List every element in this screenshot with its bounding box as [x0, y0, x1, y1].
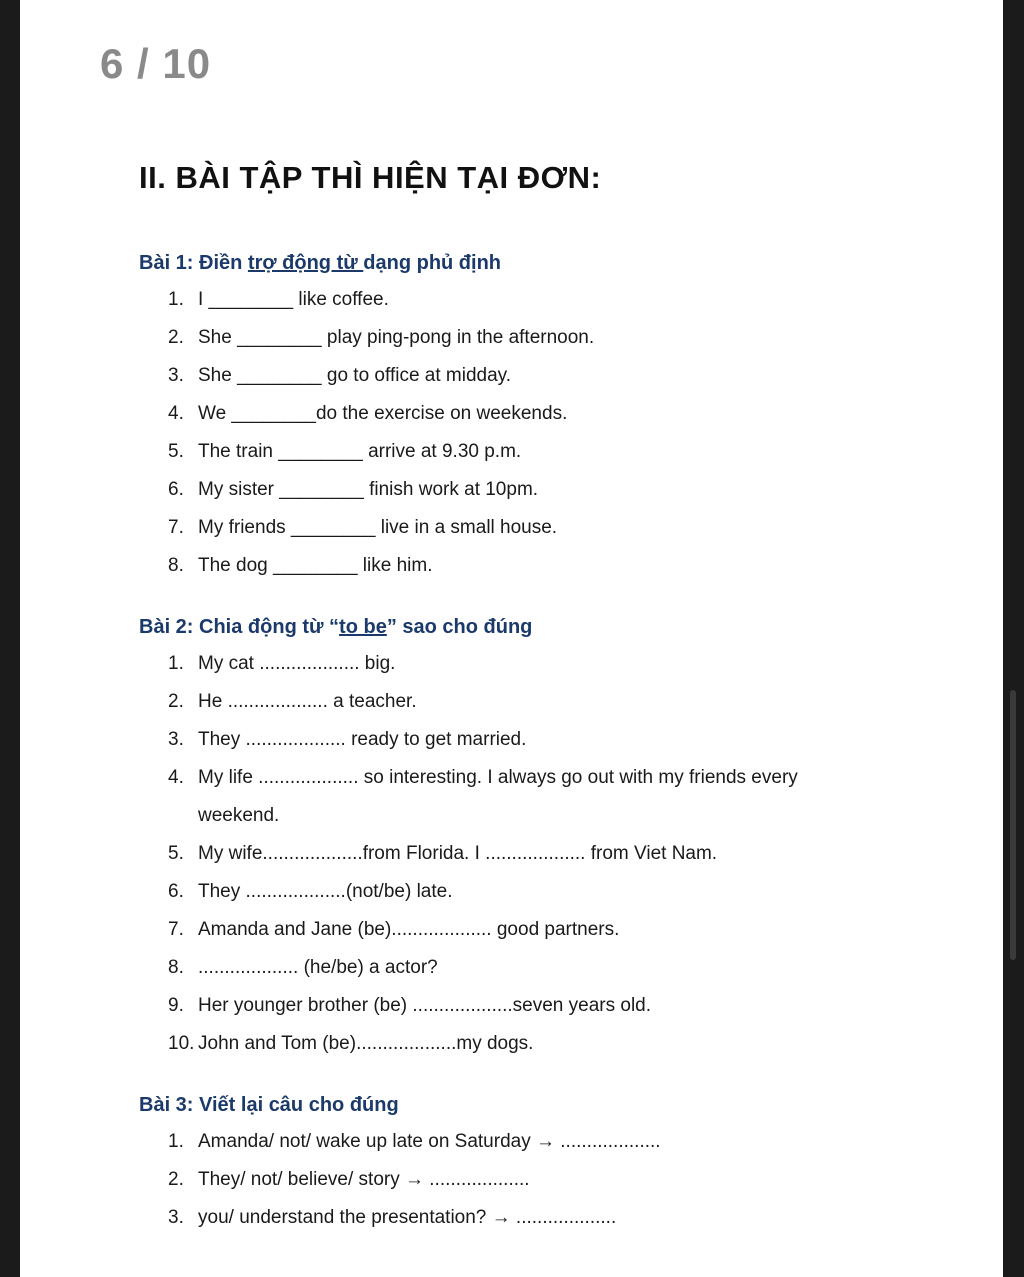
item-number: 7.: [168, 517, 184, 538]
item-text: They ...................(not/be) late.: [198, 881, 453, 902]
item-number: 2.: [168, 327, 184, 348]
item-number: 2.: [168, 1169, 184, 1190]
exercise-1-item: [168, 441, 521, 463]
exercise-1-item: [168, 289, 389, 311]
exercise-3-item: [168, 1207, 616, 1229]
item-number: 4.: [168, 767, 184, 788]
item-number: 6.: [168, 881, 184, 902]
item-text: Amanda and Jane (be)................... good partners.: [198, 919, 620, 940]
item-text: I ________ like coffee.: [198, 289, 389, 310]
item-number: 8.: [168, 957, 184, 978]
item-number: 4.: [168, 403, 184, 424]
item-number: 1.: [168, 289, 184, 310]
exercise-2-title-prefix: Bài 2: Chia động từ “: [139, 616, 340, 638]
item-text: She ________ play ping-pong in the afternoon.: [198, 327, 595, 348]
exercise-2-title: [139, 616, 532, 639]
item-text: My life ................... so interesting. I always go out with my friends every: [198, 767, 798, 788]
exercise-3-item: [168, 1169, 530, 1191]
item-text: They/ not/ believe/ story → ...................: [198, 1169, 530, 1190]
exercise-2-item: [168, 843, 717, 865]
item-number: 5.: [168, 843, 184, 864]
item-number: 2.: [168, 691, 184, 712]
exercise-1-item: [168, 479, 538, 501]
exercise-2-item: [168, 995, 651, 1017]
item-text: My cat ................... big.: [198, 653, 396, 674]
scrollbar-thumb[interactable]: [1010, 690, 1016, 960]
exercise-2-item: [168, 1033, 533, 1055]
exercise-1-title: [139, 252, 501, 275]
item-text: you/ understand the presentation? → ...................: [198, 1207, 617, 1228]
exercise-2-item: [168, 691, 417, 713]
exercise-1-item: [168, 403, 567, 425]
item-text: The train ________ arrive at 9.30 p.m.: [198, 441, 522, 462]
item-text: My sister ________ finish work at 10pm.: [198, 479, 539, 500]
exercise-1-item: [168, 327, 594, 349]
item-number: 1.: [168, 1131, 184, 1152]
item-text: Her younger brother (be) ...................seven years old.: [198, 995, 652, 1016]
exercise-1-title-prefix: Bài 1: Điền: [139, 252, 248, 274]
exercise-1-item: [168, 517, 557, 539]
item-number: 6.: [168, 479, 184, 500]
exercise-1-title-link[interactable]: trợ động từ: [247, 252, 364, 274]
exercise-2-item: [168, 653, 395, 675]
item-text: She ________ go to office at midday.: [198, 365, 512, 386]
section-heading: II. BÀI TẬP THÌ HIỆN TẠI ĐƠN:: [139, 160, 602, 195]
page-counter: 6 / 10: [100, 40, 212, 87]
item-number: 3.: [168, 1207, 184, 1228]
exercise-2-item: [168, 881, 453, 903]
exercise-1-item: [168, 365, 511, 387]
item-text: We ________do the exercise on weekends.: [198, 403, 568, 424]
item-number: 7.: [168, 919, 184, 940]
exercise-2-item: [168, 767, 798, 789]
exercise-2-item-4-continuation: weekend.: [198, 805, 280, 826]
exercise-2-title-suffix: ” sao cho đúng: [386, 616, 533, 638]
item-text: He ................... a teacher.: [198, 691, 417, 712]
exercise-1-title-suffix: dạng phủ định: [363, 252, 502, 274]
exercise-3-title: Bài 3: Viết lại câu cho đúng: [139, 1094, 399, 1116]
item-number: 10.: [168, 1033, 195, 1054]
exercise-2-item: [168, 957, 438, 979]
item-number: 8.: [168, 555, 184, 576]
item-text: John and Tom (be)...................my dogs.: [198, 1033, 534, 1054]
exercise-3-item: [168, 1131, 661, 1153]
exercise-1-item: [168, 555, 433, 577]
item-text: ................... (he/be) a actor?: [198, 957, 438, 978]
item-number: 1.: [168, 653, 184, 674]
item-text: My friends ________ live in a small house.: [198, 517, 558, 538]
item-number: 5.: [168, 441, 184, 462]
item-number: 3.: [168, 729, 184, 750]
item-text: My wife...................from Florida. I ................... from Viet Nam.: [198, 843, 718, 864]
item-number: 3.: [168, 365, 184, 386]
exercise-2-item: [168, 919, 619, 941]
item-number: 9.: [168, 995, 184, 1016]
item-text: They ................... ready to get married.: [198, 729, 527, 750]
item-text: The dog ________ like him.: [198, 555, 433, 576]
item-text: Amanda/ not/ wake up late on Saturday → ...................: [198, 1131, 661, 1152]
exercise-2-title-link[interactable]: to be: [339, 616, 387, 638]
exercise-2-item: [168, 729, 526, 751]
